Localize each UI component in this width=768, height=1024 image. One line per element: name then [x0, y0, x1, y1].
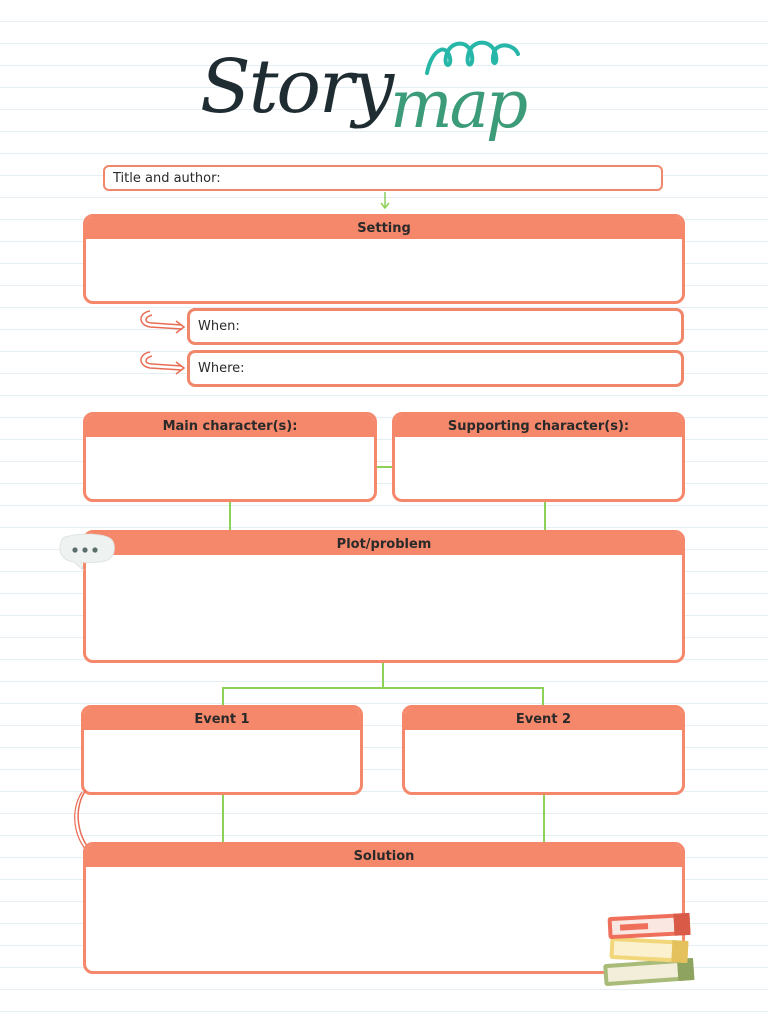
main-characters-card[interactable] [83, 412, 377, 502]
where-field[interactable] [187, 350, 684, 387]
plot-problem-header: Plot/problem [86, 533, 682, 555]
supporting-characters-card[interactable] [392, 412, 685, 502]
setting-card[interactable] [83, 214, 685, 304]
main-characters-header: Main character(s): [86, 415, 374, 437]
connector-line [543, 795, 545, 842]
curved-arrow-icon [136, 309, 188, 337]
solution-card[interactable] [83, 842, 685, 974]
connector-line [229, 502, 231, 531]
arrow-down-icon [378, 192, 392, 212]
connector-line [222, 687, 544, 689]
title-map: map [390, 66, 526, 143]
connector-line [222, 795, 224, 842]
curved-arrow-icon [136, 350, 188, 378]
plot-problem-card[interactable] [83, 530, 685, 663]
connector-line [544, 502, 546, 531]
event2-header: Event 2 [405, 708, 682, 730]
connector-line [382, 663, 384, 687]
solution-header: Solution [86, 845, 682, 867]
where-label: Where: [198, 361, 245, 376]
supporting-characters-header: Supporting character(s): [395, 415, 682, 437]
event1-header: Event 1 [84, 708, 360, 730]
setting-header: Setting [86, 217, 682, 239]
when-field[interactable] [187, 308, 684, 345]
connector-line [377, 466, 392, 468]
connector-line [542, 687, 544, 705]
speech-bubble-icon [57, 533, 117, 573]
book-stack-icon [598, 905, 702, 993]
when-label: When: [198, 319, 240, 334]
title-author-label: Title and author: [113, 170, 221, 186]
title-story: Story [200, 44, 393, 130]
connector-line [222, 687, 224, 705]
event2-card[interactable] [402, 705, 685, 795]
title-author-field[interactable] [103, 165, 663, 191]
page-title [190, 38, 570, 178]
event1-card[interactable] [81, 705, 363, 795]
